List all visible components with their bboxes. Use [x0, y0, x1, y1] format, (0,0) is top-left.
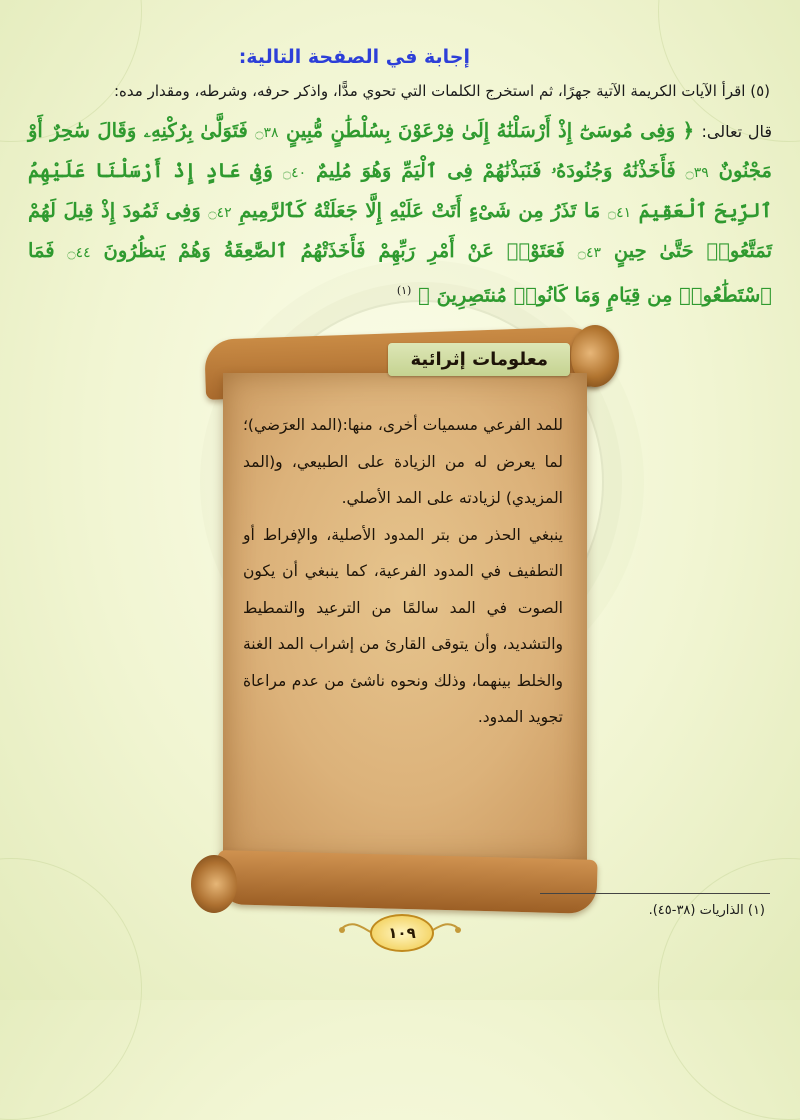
verse-number-42: ۝٤٢: [208, 205, 232, 221]
verse-38: وَفِى مُوسَىٰٓ إِذْ أَرْسَلْنَٰهُ إِلَىٰ فِرْعَوْنَ بِسُلْطَٰنٍ مُّبِينٍ: [285, 119, 676, 142]
footnote-reference: (١): [396, 284, 412, 297]
verse-40: فَأَخَذْنَٰهُ وَجُنُودَهُۥ فَنَبَذْنَٰهُمْ فِى ٱلْيَمِّ وَهُوَ مُلِيمٌ: [315, 159, 676, 182]
verse-number-39: ۝٣٩: [685, 165, 709, 181]
verse-39: فَتَوَلَّىٰ بِرُكْنِهِۦ وَقَالَ سَٰحِرٌ أَوْ مَجْنُونٌ: [28, 119, 772, 182]
background-ornament-bottom-right: [658, 858, 800, 1120]
verse-45: فَمَا ٱسْتَطَٰعُوا۟ مِن قِيَامٍ وَمَا كَانُوا۟ مُنتَصِرِينَ: [28, 239, 772, 307]
quran-verses: [28, 112, 772, 315]
background-ornament-bottom-left: [0, 858, 142, 1120]
enrichment-title: معلومات إثرائية: [388, 343, 570, 376]
footnote-divider: [540, 893, 770, 894]
verse-number-43: ۝٤٣: [577, 245, 601, 261]
enrichment-text: [243, 407, 563, 736]
exercise-instruction: (٥) اقرأ الآيات الكريمة الآتية جهرًا، ثم استخرج الكلمات التي تحوي مدًّا، واذكر حرفه، وشرطه، ومقدار مده:: [114, 82, 770, 100]
verse-number-41: ۝٤١: [607, 205, 632, 221]
page-number: ١٠٩: [370, 914, 434, 952]
verse-number-40: ۝٤٠: [282, 165, 307, 181]
verse-41: وَفِى عَادٍ إِذْ أَرْسَلْنَا عَلَيْهِمُ ٱلرِّيحَ ٱلْعَقِيمَ: [28, 159, 773, 222]
verses-lead: قال تعالى:: [701, 122, 773, 141]
scroll-bottom-curl: [191, 855, 237, 913]
verse-number-44: ۝٤٤: [67, 245, 91, 261]
footnote: (١) الذاريات (٣٨-٤٥).: [648, 903, 765, 918]
verse-42: مَا تَذَرُ مِن شَىْءٍ أَتَتْ عَلَيْهِ إِلَّا جَعَلَتْهُ كَٱلرَّمِيمِ: [239, 199, 601, 222]
open-bracket: ﴿: [682, 119, 695, 142]
enrichment-scroll: [195, 315, 615, 915]
enrichment-paragraph-2: ينبغي الحذر من بتر المدود الأصلية، والإفراط أو التطفيف في المدود الفرعية، كما ينبغي أن يكون الصوت في المد سالمًا من الترعيد والتمطيط والتشديد، وأن يتوقى القارئ من إشراب المد الغنة والخلط بينهما، وذلك ونحوه ناشئ من عدم مراعاة تجويد المدود.: [243, 525, 563, 726]
close-bracket: ﴾: [418, 283, 430, 307]
verse-43: وَفِى ثَمُودَ إِذْ قِيلَ لَهُمْ تَمَتَّعُوا۟ حَتَّىٰ حِينٍ: [28, 199, 772, 262]
verse-number-38: ۝٣٨: [255, 125, 279, 141]
verse-44: فَعَتَوْا۟ عَنْ أَمْرِ رَبِّهِمْ فَأَخَذَتْهُمُ ٱلصَّٰعِقَةُ وَهُمْ يَنظُرُونَ: [103, 239, 565, 262]
answer-heading: إجابة في الصفحة التالية:: [238, 46, 470, 68]
enrichment-paragraph-1: للمد الفرعي مسميات أخرى، منها:(المد العرَضي)؛ لما يعرض له من الزيادة على الطبيعي، و(المد المزيدي) لزيادته على المد الأصلي.: [243, 416, 563, 507]
